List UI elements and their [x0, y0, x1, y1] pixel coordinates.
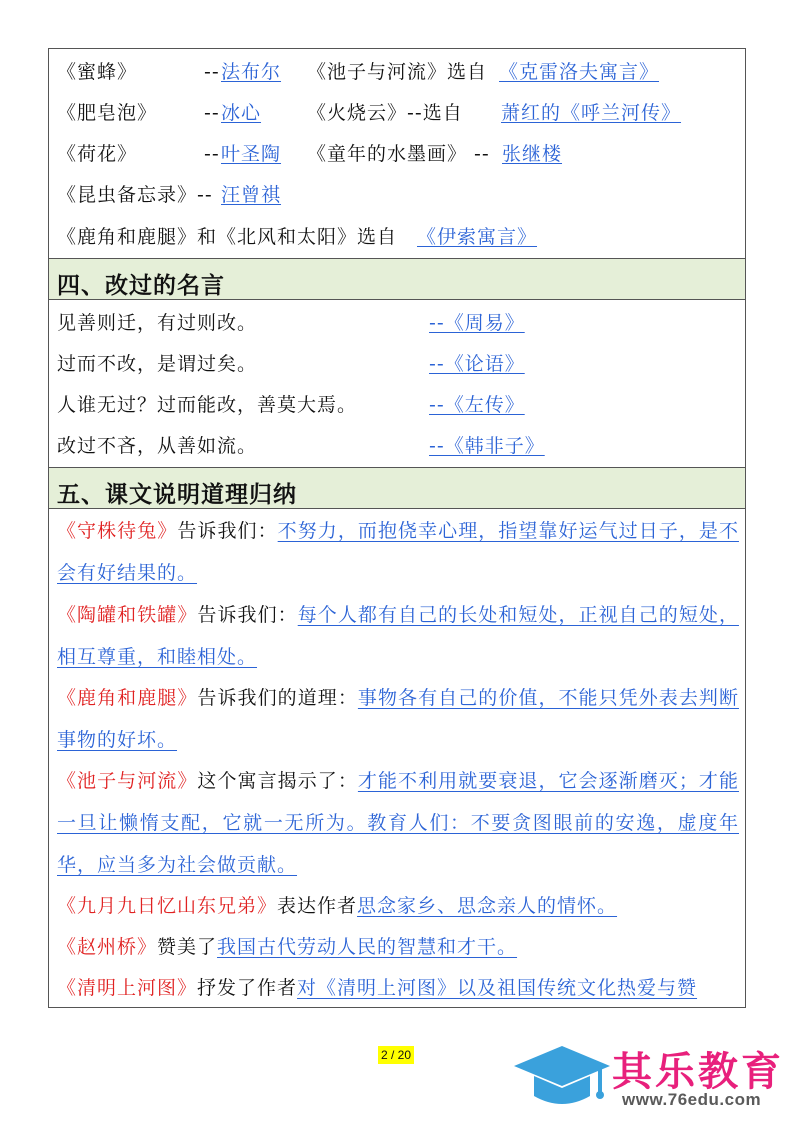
lesson-work: 《鹿角和鹿腿》 [57, 687, 198, 709]
work-title: 《肥皂泡》 [57, 102, 158, 124]
lesson-verb: 抒发了作者 [197, 977, 298, 999]
section-heading-4 [49, 258, 745, 300]
page-number: 2 / 20 [378, 1046, 414, 1064]
lesson-work: 《陶罐和铁罐》 [57, 604, 198, 626]
section-heading-5 [49, 467, 745, 509]
lesson-verb: 表达作者 [277, 895, 358, 917]
quote-text: 过而不改，是谓过矣。 [57, 353, 258, 375]
lesson-item [57, 967, 739, 1009]
quote-source: --《左传》 [429, 394, 525, 416]
lesson-verb: 告诉我们： [177, 520, 278, 542]
lesson-work: 《守株待兔》 [57, 520, 178, 542]
lesson-item [57, 760, 739, 886]
lesson-item [57, 677, 739, 761]
author-name: 冰心 [221, 102, 262, 124]
lesson-item [57, 510, 739, 594]
source-name: 《克雷洛夫寓言》 [499, 61, 660, 83]
lesson-verb: 赞美了 [157, 936, 218, 958]
lesson-work: 《赵州桥》 [57, 936, 158, 958]
quote-source: --《韩非子》 [429, 435, 545, 457]
work-title: 《火烧云》--选自 [307, 102, 463, 124]
dash: -- [204, 143, 220, 165]
lesson-item [57, 926, 739, 968]
lesson-text: 不努力，而抱侥幸心理，指望靠好运气过日子，是不会有好结果的。 [57, 520, 739, 584]
work-title: 《池子与河流》选自 [307, 61, 488, 83]
lesson-item [57, 885, 739, 927]
source-name: 张继楼 [502, 143, 563, 165]
brand-name: 其乐教育 [612, 1049, 784, 1095]
lesson-text: 思念家乡、思念亲人的情怀。 [357, 895, 618, 917]
author-name: 法布尔 [221, 61, 282, 83]
author-name: 叶圣陶 [221, 143, 282, 165]
lesson-verb: 告诉我们的道理： [197, 687, 358, 709]
lesson-verb: 告诉我们： [197, 604, 298, 626]
source-name: 《伊索寓言》 [417, 226, 538, 248]
quote-source: --《周易》 [429, 312, 525, 334]
lesson-work: 《九月九日忆山东兄弟》 [57, 895, 278, 917]
work-title: 《蜜蜂》 [57, 61, 138, 83]
lesson-text: 我国古代劳动人民的智慧和才干。 [217, 936, 518, 958]
lesson-verb: 这个寓言揭示了： [197, 770, 358, 792]
work-title: 《鹿角和鹿腿》和《北风和太阳》选自 [57, 226, 398, 248]
content-box [48, 48, 746, 1008]
brand-logo [512, 1040, 792, 1116]
quote-source: --《论语》 [429, 353, 525, 375]
quote-text: 见善则迁，有过则改。 [57, 312, 258, 334]
brand-url: www.76edu.com [622, 1090, 762, 1109]
graduation-cap-icon [512, 1040, 612, 1116]
lesson-text: 对《清明上河图》以及祖国传统文化热爱与赞 [297, 977, 698, 999]
section-title: 四、改过的名言 [57, 273, 225, 299]
quote-text: 人谁无过？过而能改，善莫大焉。 [57, 394, 358, 416]
dash: -- [204, 61, 220, 83]
author-name: 汪曾祺 [221, 184, 282, 206]
work-title: 《荷花》 [57, 143, 138, 165]
lesson-work: 《池子与河流》 [57, 770, 198, 792]
lesson-text: 每个人都有自己的长处和短处，正视自己的短处，相互尊重，和睦相处。 [57, 604, 739, 668]
dash: -- [204, 102, 220, 124]
lesson-work: 《清明上河图》 [57, 977, 198, 999]
work-title: 《昆虫备忘录》-- [57, 184, 213, 206]
lesson-text: 事物各有自己的价值，不能只凭外表去判断事物的好坏。 [57, 687, 739, 751]
quote-text: 改过不吝，从善如流。 [57, 435, 258, 457]
work-title: 《童年的水墨画》 -- [307, 143, 490, 165]
lesson-item [57, 594, 739, 678]
section-title: 五、课文说明道理归纳 [57, 482, 297, 508]
source-name: 萧红的《呼兰河传》 [501, 102, 682, 124]
lesson-text: 才能不利用就要衰退，它会逐渐磨灭；才能一旦让懒惰支配，它就一无所为。教育人们：不要贪图眼前的安逸，虚度年华，应当多为社会做贡献。 [57, 770, 739, 876]
